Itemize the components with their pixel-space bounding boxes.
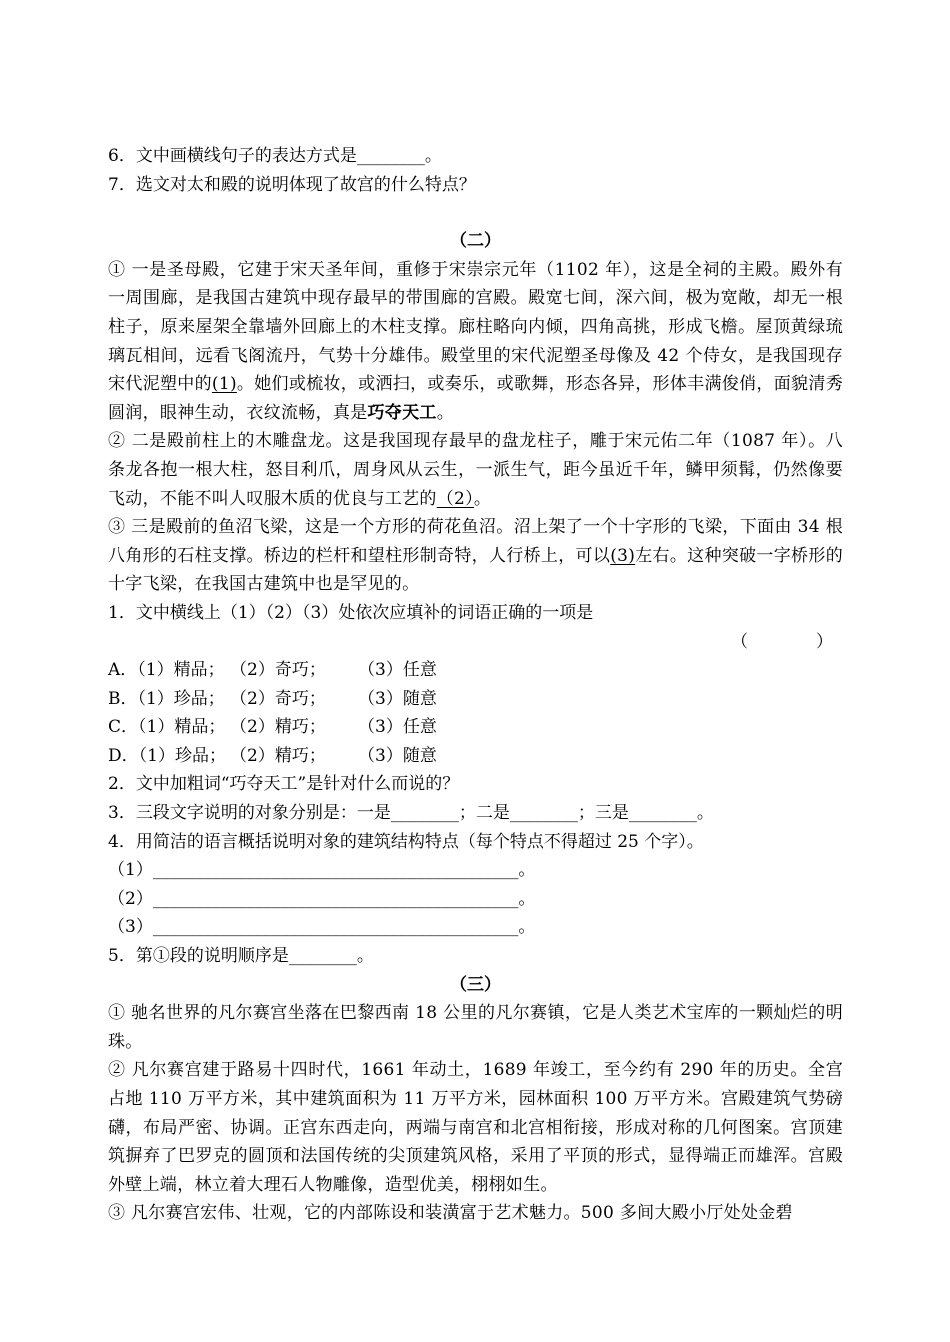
section-3-title: （三） bbox=[450, 974, 501, 995]
bold-phrase: 巧夺天工 bbox=[367, 402, 437, 423]
option-d: D．（1）珍品； （2）精巧； （3）随意 bbox=[108, 745, 437, 766]
section-2-question-1: 1．文中横线上（1）（2）（3）处依次应填补的词语正确的一项是 bbox=[108, 602, 594, 623]
question-7: 7．选文对太和殿的说明体现了故宫的什么特点？ bbox=[108, 174, 476, 195]
answer-line-1: （1）___________________________________________。 bbox=[108, 860, 536, 881]
section-3-paragraph-3: ③ 凡尔赛宫宏伟、壮观，它的内部陈设和装潢富于艺术魅力。500 多间大殿小厅处处金碧 bbox=[108, 1203, 793, 1224]
section-2-paragraph-1: ① 一是圣母殿，它建于宋天圣年间，重修于宋崇宗元年（1102 年），这是全祠的主殿。殿外有一周围廊，是我国古建筑中现存最早的带围廊的宫殿。殿宽七间，深六间，极为宽敞，却无一根柱子，原来屋架全靠墙外回廊上的木柱支撑。廊柱略向内倾，四角高挑，形成飞檐。屋顶黄绿琉璃瓦相间，远看飞阁流丹，气势十分雄伟。殿堂里的宋代泥塑圣母像及 42 个侍女，是我国现存宋代泥塑中的(1)。她们或梳妆，或洒扫，或奏乐，或歌舞，形态各异，形体丰满俊俏，面貌清秀圆润，眼神生动，衣纹流畅，真是巧夺天工。 bbox=[108, 259, 843, 423]
section-2-question-4: 4．用简洁的语言概括说明对象的建筑结构特点（每个特点不得超过 25 个字）。 bbox=[108, 831, 704, 852]
answer-line-3: （3）___________________________________________。 bbox=[108, 917, 536, 938]
blank-2: （2） bbox=[436, 488, 474, 509]
section-2-paragraph-2: ② 二是殿前柱上的木雕盘龙。这是我国现存最早的盘龙柱子，雕于宋元佑二年（1087 年）。八条龙各抱一根大柱，怒目利爪，周身风从云生，一派生气，距今虽近千年，鳞甲须髯，仍然像要飞动，不能不叫人叹服木质的优良与工艺的（2）。 bbox=[108, 431, 843, 509]
section-3-paragraph-1: ① 驰名世界的凡尔赛宫坐落在巴黎西南 18 公里的凡尔赛镇，它是人类艺术宝库的一颗灿烂的明珠。 bbox=[108, 1003, 843, 1052]
section-2-title: （二） bbox=[450, 231, 501, 252]
blank-1: (1) bbox=[211, 374, 237, 395]
answer-bracket: （ ） bbox=[731, 631, 833, 652]
option-a: A．（1）精品； （2）奇巧； （3）任意 bbox=[108, 660, 437, 681]
section-3-paragraph-2: ② 凡尔赛宫建于路易十四时代，1661 年动土，1689 年竣工，至今约有 290 年的历史。全宫占地 110 万平方米，其中建筑面积为 11 万平方米，园林面积 100 万平方米。宫殿建筑气势磅礴，布局严密、协调。正宫东西走向，两端与南宫和北宫相衔接，形成对称的几何图案。宫顶建筑摒弃了巴罗克的圆顶和法国传统的尖顶建筑风格，采用了平顶的形式，显得端正而雄浑。宫殿外壁上端，林立着大理石人物雕像，造型优美，栩栩如生。 bbox=[108, 1060, 843, 1195]
section-2-question-3: 3．三段文字说明的对象分别是：一是________；二是________；三是________。 bbox=[108, 803, 714, 824]
section-2-question-2: 2．文中加粗词“巧夺天工”是针对什么而说的？ bbox=[108, 774, 460, 795]
answer-line-2: （2）___________________________________________。 bbox=[108, 888, 536, 909]
document-page bbox=[108, 142, 843, 1228]
option-c: C．（1）精品； （2）精巧； （3）任意 bbox=[108, 717, 437, 738]
question-6: 6．文中画横线句子的表达方式是________。 bbox=[108, 146, 442, 166]
option-b: B．（1）珍品； （2）奇巧； （3）随意 bbox=[108, 688, 437, 709]
blank-3: (3) bbox=[610, 545, 636, 566]
section-2-paragraph-3: ③ 三是殿前的鱼沼飞梁，这是一个方形的荷花鱼沼。沼上架了一个十字形的飞梁，下面由 34 根八角形的石柱支撑。桥边的栏杆和望柱形制奇特，人行桥上，可以(3)左右。这种突破一字桥形的十字飞梁，在我国古建筑中也是罕见的。 bbox=[108, 517, 843, 595]
section-2-question-5: 5．第①段的说明顺序是________。 bbox=[108, 946, 374, 967]
